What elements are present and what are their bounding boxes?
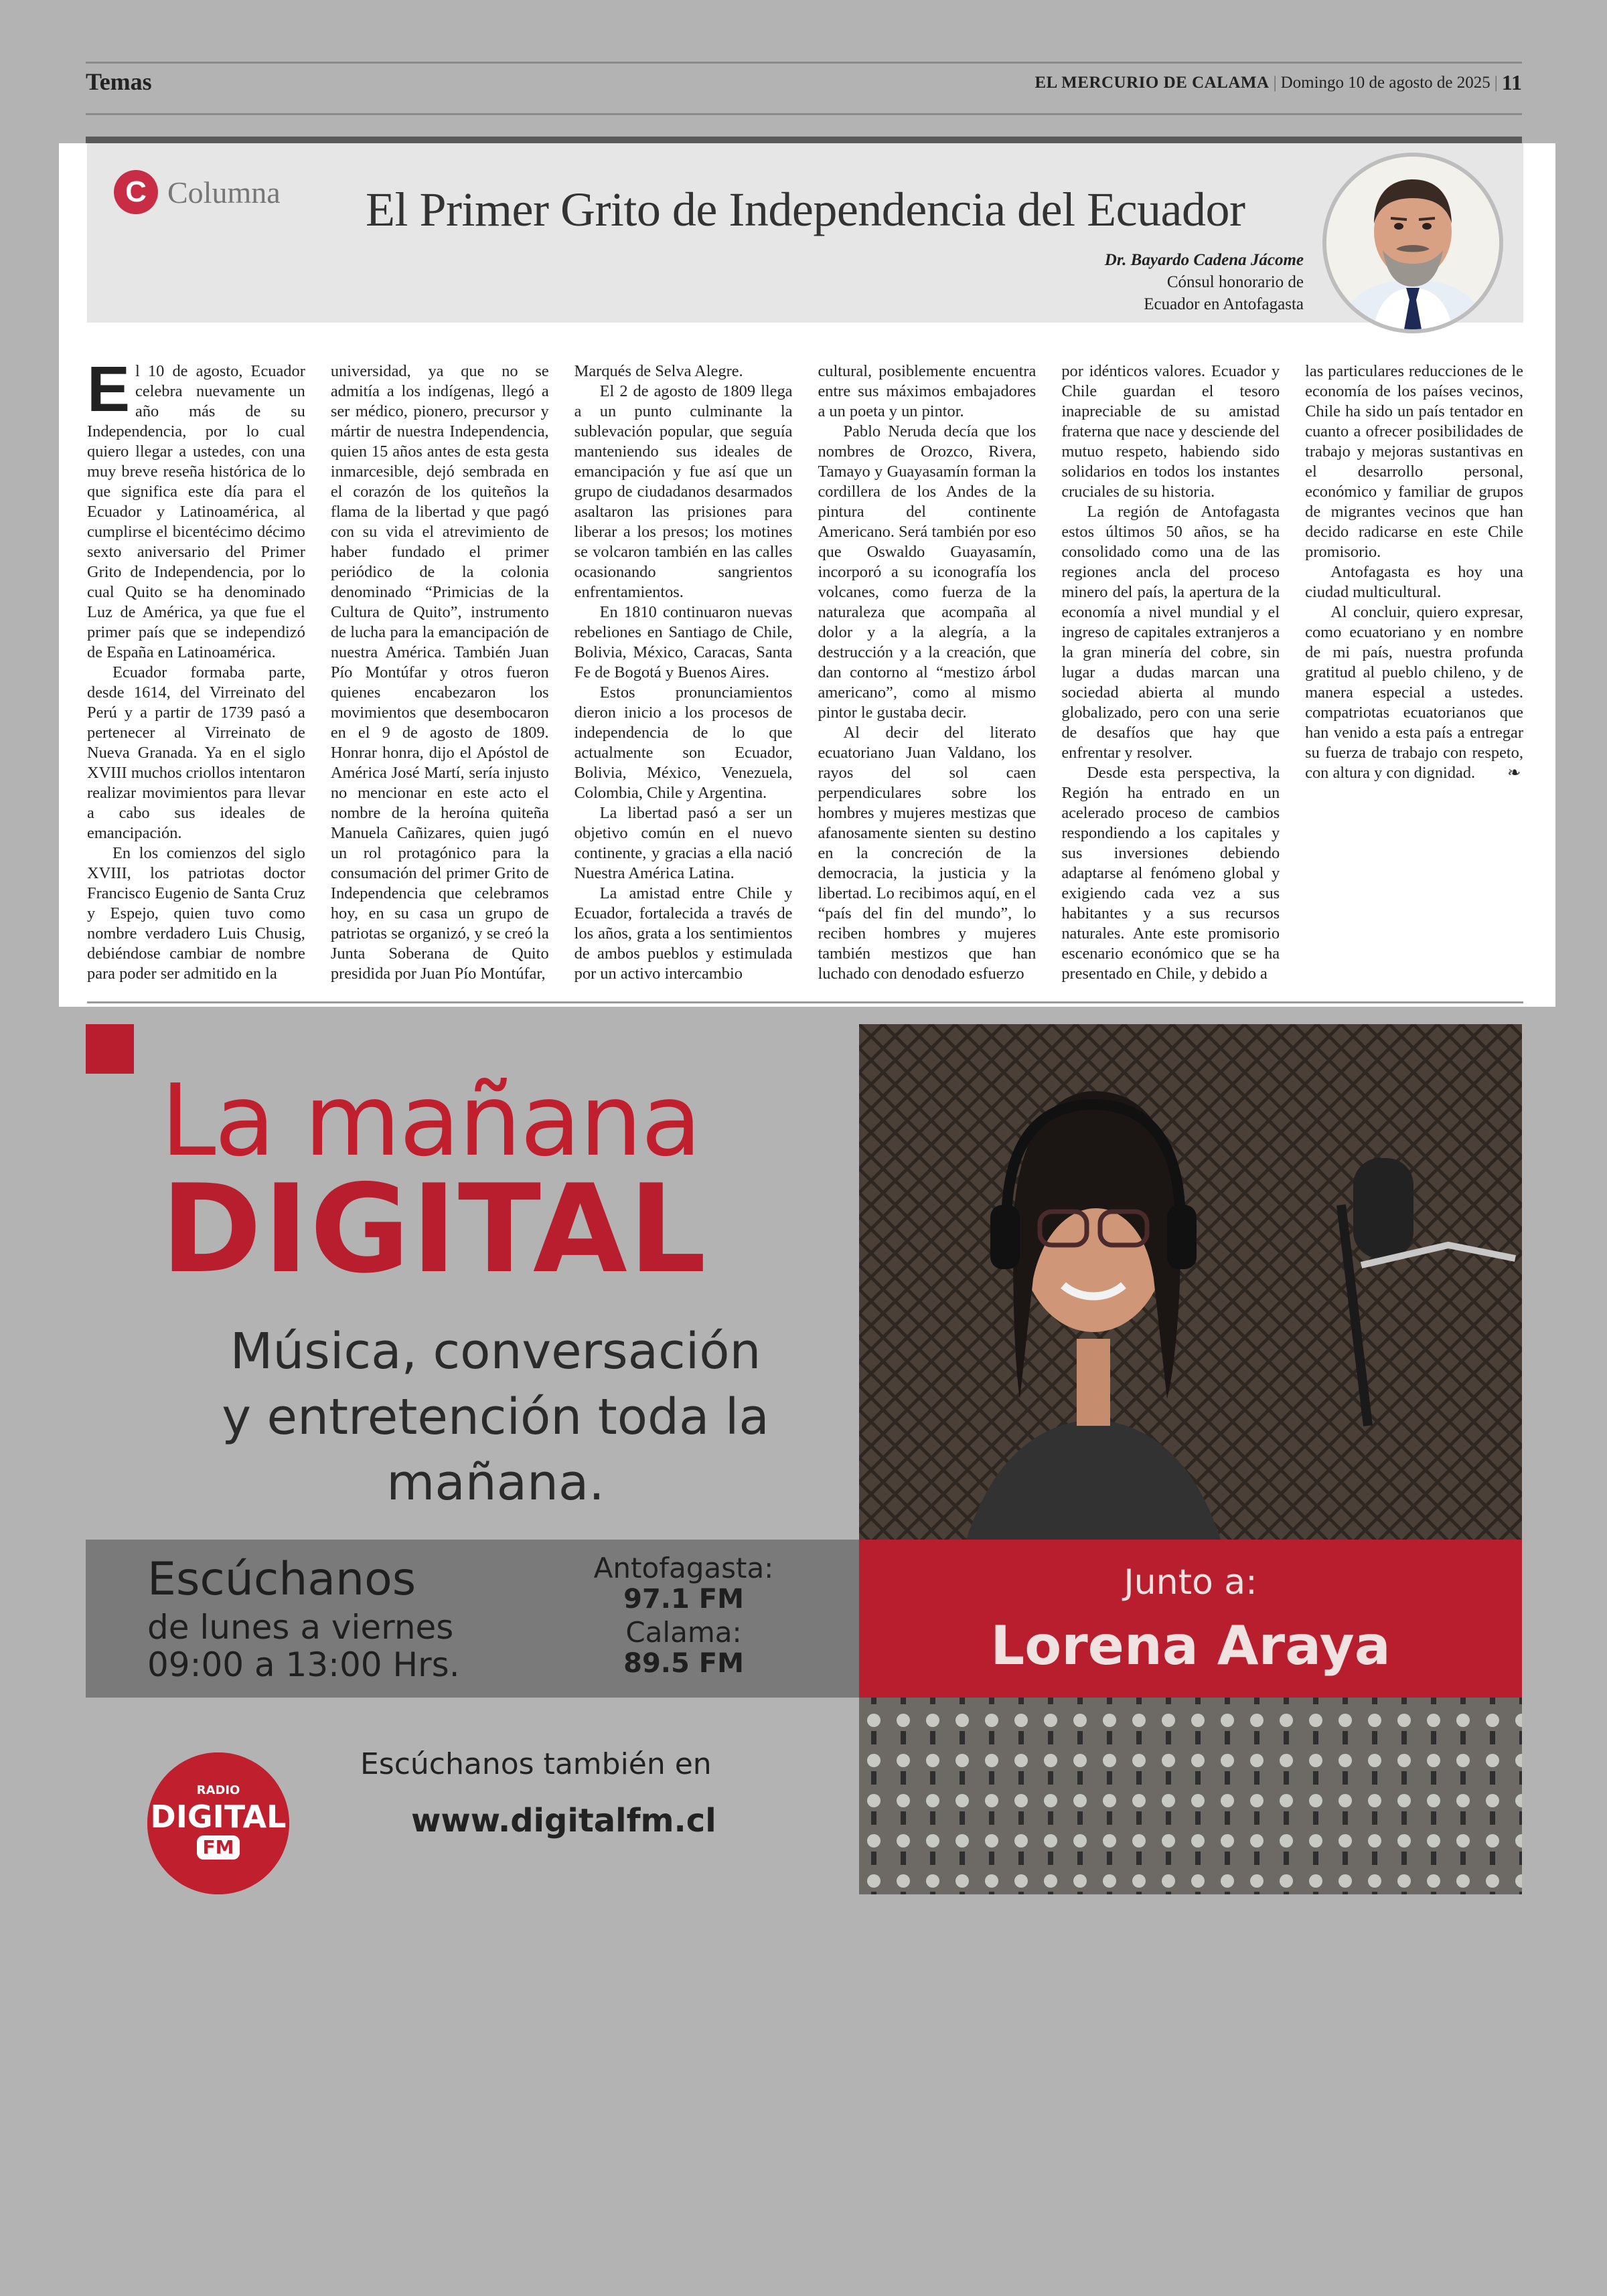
paragraph: Ecuador formaba parte, desde 1614, del Virreinato del Perú y a partir de 1739 pasó a pertenecer al Virreinato de Nueva Granada. Ya en el siglo XVIII muchos criollos intentaron realizar movimientos para llevar a cabo sus ideales de emancipación.: [87, 663, 305, 842]
text-column-1: [87, 361, 305, 991]
text-column-6: [1305, 361, 1523, 991]
section-divider: [86, 137, 1522, 143]
article-body: [87, 361, 1523, 991]
running-header: [86, 62, 1522, 115]
station-city: Calama:: [625, 1616, 742, 1649]
author-photo: [1322, 153, 1503, 333]
paragraph: universidad, ya que no se admitía a los indígenas, llegó a ser médico, pionero, precursor y mártir de nuestra Independencia, quien 15 años antes de esta gesta inmarcesible, dejó sembrada en el corazón de los quiteños la flama de la libertad y que pagó con su vida el atrevimiento de haber fundado el primer periódico de la colonia denominado “Primicias de la Cultura de Quito”, instrumento de lucha para la emancipación de nuestra América. También Juan Pío Montúfar y otros fueron quienes encabezaron los movimientos que desembocaron en el 9 de agosto de 1809. Honrar honra, dijo el Apóstol de América José Martí, sería injusto no mencionar en este acto el nombre de la heroína quiteña Manuela Cañizares, quien jugó un rol protagónico para la consumación del primer Grito de Independencia que celebramos hoy, en su casa un grupo de patriotas se organizó, y se creó la Junta Soberana de Quito presidida por Juan Pío Montúfar,: [330, 362, 549, 983]
schedule-bar: [86, 1540, 859, 1698]
column-badge: [114, 170, 281, 214]
host-photo: [859, 1024, 1522, 1894]
text-column-4: [818, 361, 1036, 991]
ad-tagline-line: y entretención toda la: [222, 1388, 769, 1446]
host-label: Junto a:: [1124, 1562, 1257, 1603]
end-mark-icon: ❧: [1507, 764, 1521, 782]
station-frequency: 97.1 FM: [623, 1584, 744, 1615]
ad-tagline: [141, 1319, 850, 1515]
schedule-hours: 09:00 a 13:00 Hrs.: [147, 1645, 460, 1684]
paragraph: Al decir del literato ecuatoriano Juan Valdano, los rayos del sol caen perpendiculares sobre los hombres y mujeres mestizas que afanosamente sienten su destino en la concreción de la democracia, la justicia y la libertad. Lo recibimos aquí, en el “país del fin del mundo”, lo reciben hombres y mujeres también mestizos que han luchado con denodado esfuerzo: [818, 724, 1037, 983]
ad-tagline-line: mañana.: [386, 1454, 605, 1511]
host-name-box: [859, 1540, 1522, 1698]
paragraph: cultural, posiblemente encuentra entre sus máximos embajadores a un poeta y un pintor.: [818, 362, 1037, 420]
ad-tagline-line: Música, conversación: [230, 1323, 761, 1380]
station-frequency: 89.5 FM: [623, 1648, 744, 1679]
svg-text:FM: FM: [202, 1836, 234, 1858]
author-portrait-illustration: [1326, 157, 1499, 329]
radio-logo-mark: [147, 1752, 289, 1894]
meta-separator: |: [1494, 73, 1498, 92]
ad-headline-brand: DIGITAL: [161, 1158, 708, 1300]
paragraph: Antofagasta es hoy una ciudad multicultural.: [1305, 563, 1523, 601]
host-name: Lorena Araya: [990, 1615, 1391, 1677]
paragraph: Desde esta perspectiva, la Región ha entrado en un acelerado proceso de cambios respondiendo a los capitales y sus inversiones debiendo adaptarse al fenómeno global y exigiendo cada vez a sus habitantes y a sus recursos naturales. Ante este promisorio escenario económico que se ha presentado en Chile, y debido a: [1061, 764, 1280, 983]
column-article: [59, 143, 1555, 1007]
paragraph: por idénticos valores. Ecuador y Chile guardan el tesoro inapreciable de su amistad fraterna que nace y desciende del mutuo respeto, habiendo sido solidarios en todos los instantes cruciales de su historia.: [1061, 362, 1280, 501]
paragraph: El 2 de agosto de 1809 llega a un punto culminante la sublevación popular, que seguía manteniendo sus ideales de emancipación y fue así que un grupo de ciudadanos desarmados asaltaron las prisiones para liberar a los presos; los motines se volcaron también en las calles ocasionando sangrientos enfrentamientos.: [574, 382, 793, 601]
paragraph: En los comienzos del siglo XVIII, los patriotas doctor Francisco Eugenio de Santa Cruz y Espejo, quien tuvo como nombre verdadero Luis Chusig, debiéndose cambiar de nombre para poder ser admitido en la: [87, 844, 305, 983]
paragraph: El 10 de agosto, Ecuador celebra nuevamente un año más de su Independencia, por lo cual quiero llegar a ustedes, con una muy breve reseña histórica de lo que significa este día para el Ecuador y Latinoamérica, al cumplirse el bicentécimo décimo sexto aniversario del Primer Grito de Independencia, por lo cual Quito se ha denominado Luz de América, ya que fue el primer país que se independizó de España en Latinoamérica.: [87, 361, 305, 661]
paragraph: La libertad pasó a ser un objetivo común en el nuevo continente, y gracias a ella nació Nuestra América Latina.: [574, 804, 793, 882]
paragraph: las particulares reducciones de le economía de los países vecinos, Chile ha sido un país tentador en cuanto a ofrecer posibilidades de trabajo y mejoras sustantivas en el desarrollo personal, económico y familiar de grupos de migrantes vecinos que han decido radicarse en este Chile promisorio.: [1305, 362, 1523, 561]
section-label: Temas: [86, 68, 152, 95]
svg-text:DIGITAL: DIGITAL: [150, 1799, 287, 1835]
column-c-icon: C: [114, 170, 158, 214]
paragraph: Al concluir, quiero expresar, como ecuatoriano y en nombre de mi país, nuestra profunda gratitud al pueblo chileno, y de manera especial a ustedes. compatriotas ecuatorianos que han venido a esta país a entregar su fuerza de trabajo con respeto, con altura y con dignidad. ❧: [1305, 603, 1523, 782]
author-role: Cónsul honorario de: [1166, 273, 1304, 291]
ad-headline: La mañana: [161, 1063, 701, 1178]
publication-date: Domingo 10 de agosto de 2025: [1280, 73, 1490, 92]
text-column-5: [1061, 361, 1280, 991]
radio-studio-illustration: [859, 1024, 1522, 1894]
column-header: [87, 143, 1523, 323]
listen-label: Escúchanos: [147, 1553, 416, 1606]
column-label: Columna: [167, 175, 281, 210]
article-bottom-rule: [87, 1001, 1523, 1003]
text-column-2: [331, 361, 549, 991]
paragraph: Estos pronunciamientos dieron inicio a los procesos de independencia de lo que actualmente son Ecuador, Bolivia, México, Venezuela, Colombia, Chile y Argentina.: [574, 683, 793, 802]
meta-separator: |: [1273, 73, 1277, 92]
page-meta: [1035, 70, 1522, 95]
author-name: Dr. Bayardo Cadena Jácome: [1104, 251, 1304, 269]
author-role: Ecuador en Antofagasta: [1144, 295, 1304, 313]
paragraph: La amistad entre Chile y Ecuador, fortalecida a través de los años, grata a los sentimientos de ambos pueblos y estimulada por un activo intercambio: [574, 884, 793, 983]
radio-advertisement: [86, 1024, 1522, 1894]
author-block: [1105, 249, 1304, 315]
paragraph: Marqués de Selva Alegre.: [574, 362, 743, 380]
svg-text:RADIO: RADIO: [196, 1783, 240, 1797]
article-title: El Primer Grito de Independencia del Ecuador: [366, 183, 1245, 236]
paragraph: En 1810 continuaron nuevas rebeliones en Santiago de Chile, Bolivia, México, Caracas, Santa Fe de Bogotá y Buenos Aires.: [574, 603, 793, 681]
publication-name: EL MERCURIO DE CALAMA: [1035, 73, 1270, 92]
drop-cap: E: [87, 361, 131, 425]
radio-digital-logo: [147, 1752, 289, 1894]
paragraph: La región de Antofagasta estos últimos 50 años, se ha consolidado como una de las regiones ancla del proceso minero del país, la apertura de la economía a nivel mundial y el ingreso de capitales extranjeros a la gran minería del cobre, sin lugar a dudas marcan una sociedad abierta al mundo globalizado, pero con una serie de desafíos que hay que enfrentar y resolver.: [1061, 503, 1280, 762]
station-city: Antofagasta:: [593, 1552, 774, 1584]
website-link[interactable]: www.digitalfm.cl: [411, 1802, 716, 1839]
schedule-days: de lunes a viernes: [147, 1608, 454, 1647]
also-listen-label: Escúchanos también en: [360, 1747, 712, 1781]
text-column-3: [575, 361, 793, 991]
page-number: 11: [1501, 70, 1522, 94]
ad-red-square: [86, 1024, 134, 1074]
paragraph: Pablo Neruda decía que los nombres de Orozco, Rivera, Tamayo y Guayasamín forman la cordillera de los Andes de la pintura del continente Americano. Será también por eso que Oswaldo Guayasamín, incorporó a su iconografía los volcanes, como fuerza de la naturaleza que acompaña al dolor y a la alegría, a la destrucción y a la creación, que dan contorno al “mestizo árbol americano”, como al mismo pintor le gustaba decir.: [818, 422, 1037, 722]
